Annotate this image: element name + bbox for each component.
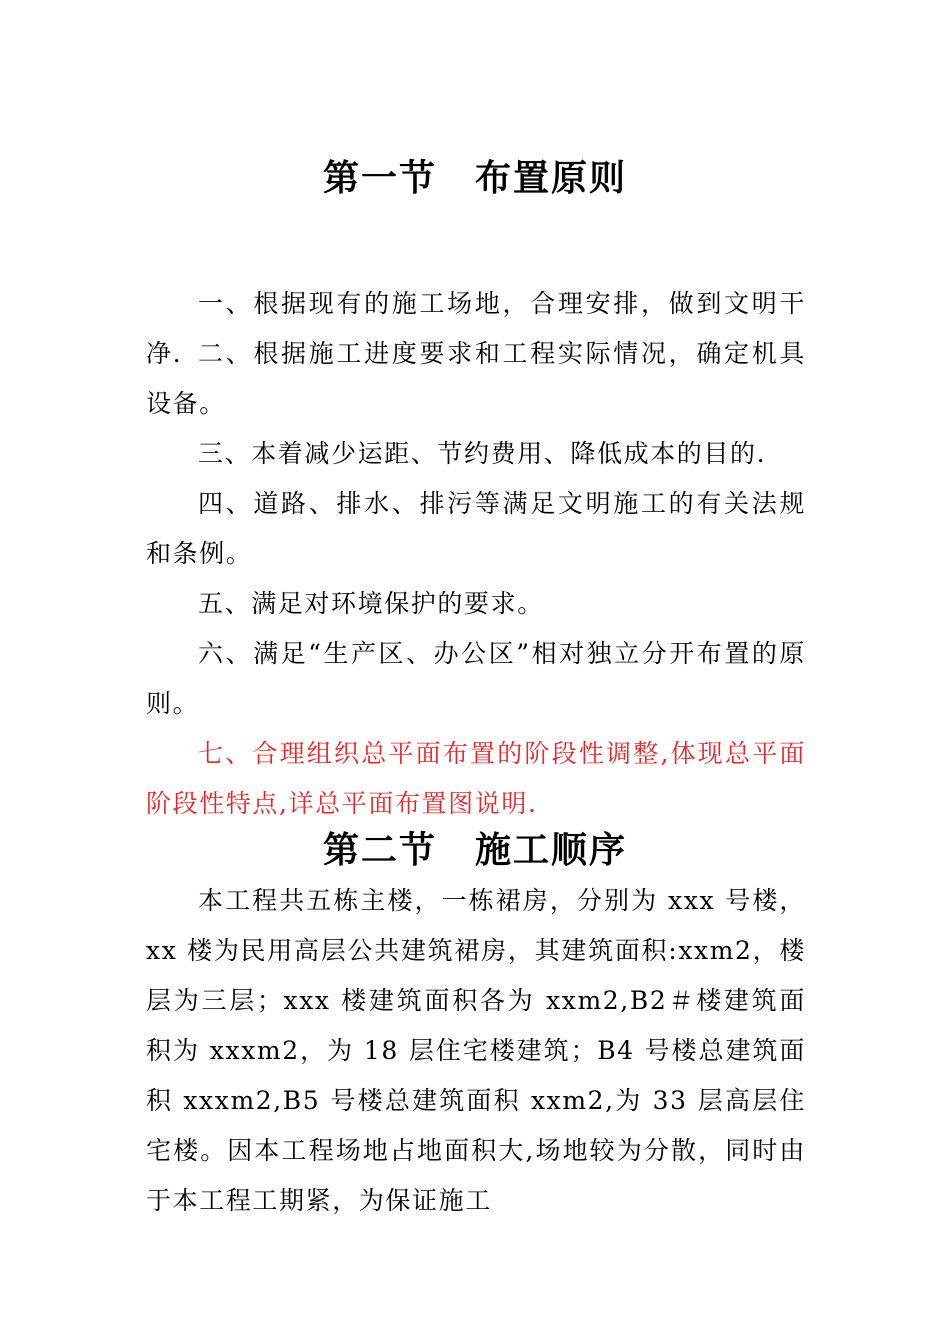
construction-sequence-body: 本工程共五栋主楼，一栋裙房，分别为 xxx 号楼， xx 楼为民用高层公共建筑裙房，其建筑面积:xxm2，楼层为三层；xxx 楼建筑面积各为 xxm2,B2＃楼建筑面积为 xxxm2，为 18 层住宅楼建筑；B4 号楼总建筑面积 xxxm2,B5 号楼总建筑面积 xxm2,为 33 层高层住宅楼。因本工程场地占地面积大,场地较为分散，同时由于本工程工期紧，为保证施工: [146, 886, 806, 1215]
section-2-title: 第二节 施工顺序: [322, 829, 627, 871]
principle-item-5: 五、满足对环境保护的要求。: [198, 589, 544, 618]
principle-item-7-highlighted: 七、合理组织总平面布置的阶段性调整,体现总平面阶段性特点,详总平面布置图说明.: [146, 739, 806, 818]
section-1-title: 第一节 布置原则: [322, 157, 627, 199]
principle-item-4: 四、道路、排水、排污等满足文明施工的有关法规和条例。: [146, 489, 806, 568]
principle-item-1: 一、根据现有的施工场地，合理安排，做到文明干净.: [146, 289, 806, 368]
principle-item-2: 二、根据施工进度要求和工程实际情况，确定机具设备。: [146, 339, 806, 418]
principle-item-6: 六、满足“生产区、办公区”相对独立分开布置的原则。: [146, 639, 806, 718]
principle-item-3: 三、本着减少运距、节约费用、降低成本的目的.: [198, 439, 767, 468]
